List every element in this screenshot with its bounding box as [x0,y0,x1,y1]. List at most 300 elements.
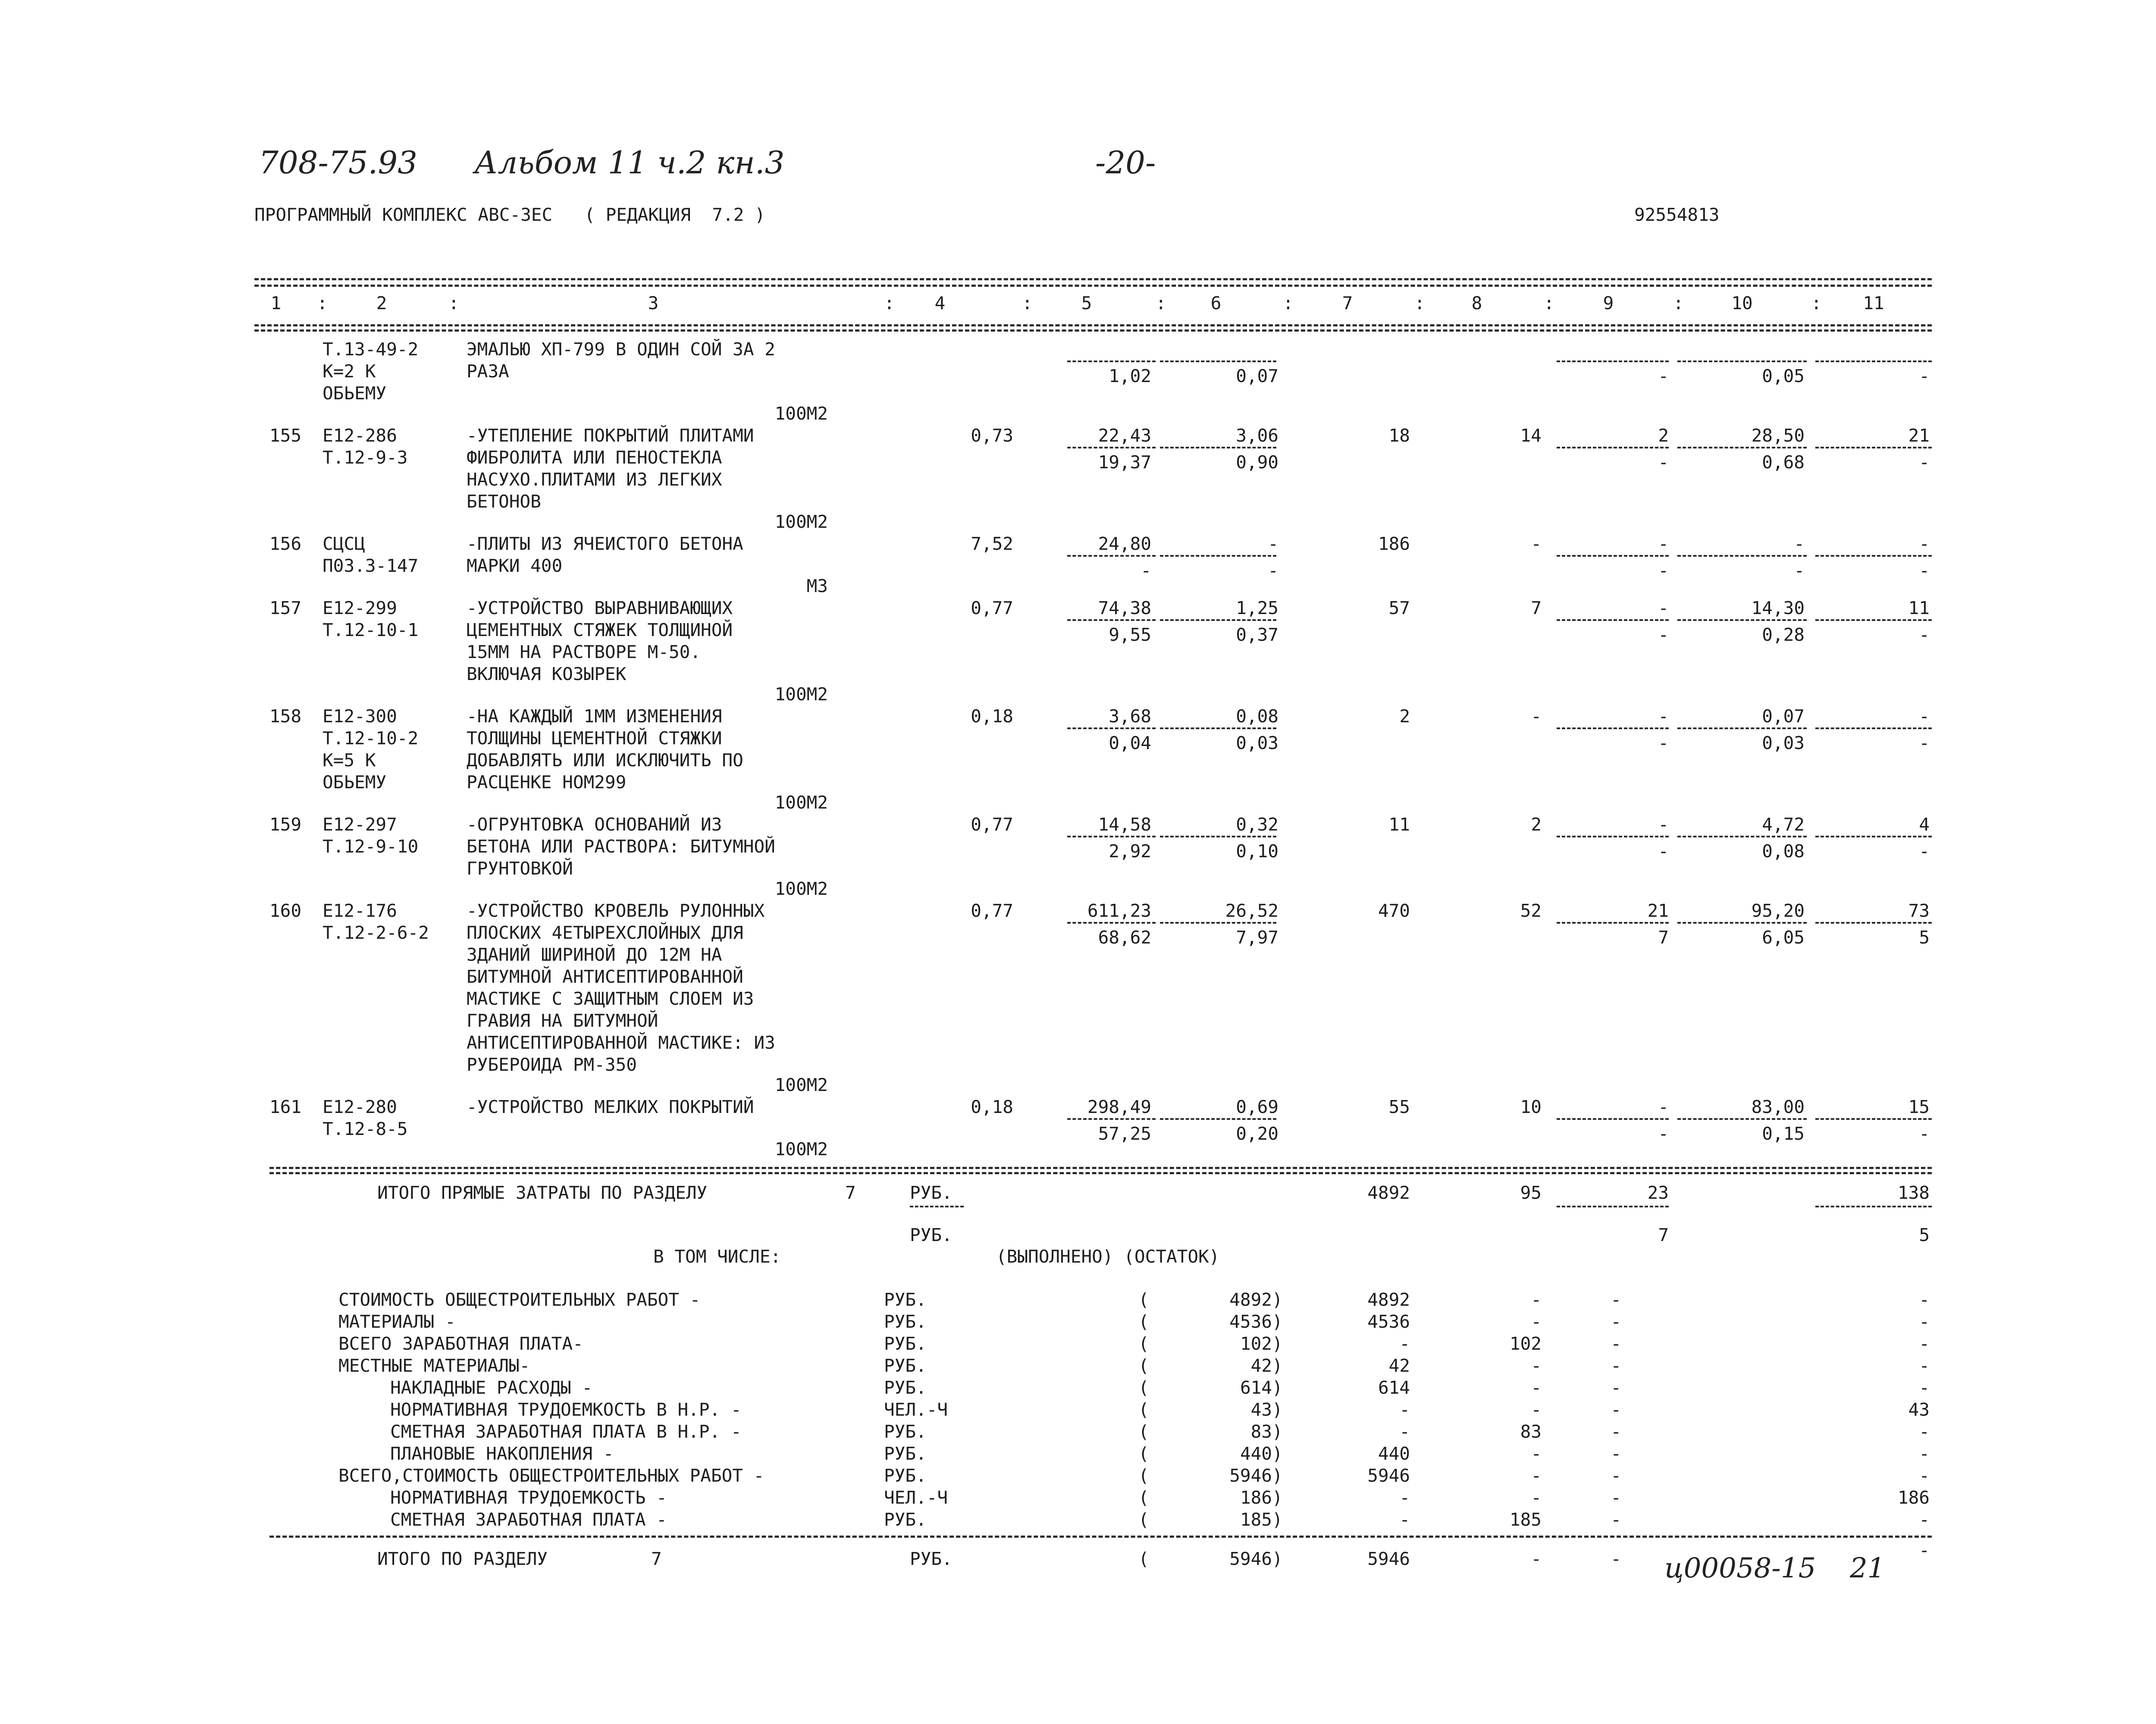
sub-value-c11: 5 [1919,927,1930,948]
sub-value-c10: 0,03 [1762,733,1805,753]
program-title: ПРОГРАММНЫЙ КОМПЛЕКС АВС-ЗЕС ( РЕДАКЦИЯ 7.2 ) [254,204,765,225]
value-c8: 52 [1520,900,1542,921]
sub-value-c9: - [1658,366,1669,386]
value-c7: 11 [1388,814,1410,835]
paren-close: ) [1272,1421,1283,1442]
rate-code: Т.12-10-2 [323,728,419,749]
unit-of-measure: 100М2 [774,1139,828,1160]
work-description: БЕТОНОВ [467,491,541,512]
column-separator: : [884,293,895,313]
handwritten-page-number: -20- [1095,144,1156,181]
breakdown-label: ВСЕГО,СТОИМОСТЬ ОБЩЕСТРОИТЕЛЬНЫХ РАБОТ - [338,1465,765,1486]
value-c10: 28,50 [1751,425,1805,446]
breakdown-c9: - [1611,1509,1621,1530]
row-number: 158 [270,706,302,727]
table-end-rule-2 [270,1172,1932,1174]
work-description: БИТУМНОЙ АНТИСЕПТИРОВАННОЙ [467,966,743,987]
totals-split-c9 [1557,1206,1669,1207]
sub-value-c6: - [1268,560,1279,581]
breakdown-c11: - [1919,1333,1930,1354]
sub-value-c9: - [1658,1123,1669,1144]
rate-code: Т.12-10-1 [323,620,419,640]
sub-value-c11: - [1919,452,1930,473]
breakdown-c11: 43 [1908,1399,1930,1420]
sub-value-c9: - [1658,452,1669,473]
work-description: -НА КАЖДЫЙ 1ММ ИЗМЕНЕНИЯ [467,706,722,727]
breakdown-amount: 5946 [1229,1465,1272,1486]
sub-value-c11: - [1919,624,1930,645]
unit-of-measure: 100М2 [774,1075,828,1095]
breakdown-c7: - [1399,1509,1410,1530]
breakdown-c11: - [1919,1289,1930,1310]
breakdown-c8: - [1531,1289,1542,1310]
rate-code: Т.12-8-5 [323,1119,408,1139]
row-number: 160 [270,900,302,921]
section-number: 7 [845,1182,856,1203]
value-c10: 83,00 [1751,1097,1805,1117]
row-number: 157 [270,598,302,618]
rate-code: Е12-280 [323,1097,397,1117]
split-rule-c6 [1160,727,1276,729]
split-rule-c5 [1067,836,1156,837]
work-description: АНТИСЕПТИРОВАННОЙ МАСТИКЕ: ИЗ [467,1032,775,1053]
work-description: -УТЕПЛЕНИЕ ПОКРЫТИЙ ПЛИТАМИ [467,425,754,446]
section-total-c7: 5946 [1367,1548,1410,1569]
sub-value-c5: 68,62 [1098,927,1151,948]
sub-value-c9: - [1658,841,1669,862]
section-total-unit: РУБ. [910,1548,953,1569]
split-rule-c11 [1815,447,1932,448]
breakdown-unit: РУБ. [884,1333,927,1354]
split-rule-c11 [1815,619,1932,621]
breakdown-c7: - [1399,1487,1410,1508]
value-c11: 21 [1908,425,1930,446]
breakdown-c7: 5946 [1367,1465,1410,1486]
unit-of-measure: 100М2 [774,403,828,424]
sub-value-c6: 0,03 [1236,733,1279,753]
rate-code: Е12-297 [323,814,397,835]
breakdown-amount: 4536 [1229,1311,1272,1332]
breakdown-c9: - [1611,1377,1621,1398]
sub-value-c5: 9,55 [1109,624,1151,645]
column-header-4: 4 [934,293,946,313]
breakdown-unit: ЧЕЛ.-Ч [884,1399,948,1420]
breakdown-amount: 4892 [1229,1289,1272,1310]
breakdown-amount: 185 [1240,1509,1272,1530]
breakdown-c9: - [1611,1465,1621,1486]
breakdown-label: ПЛАНОВЫЕ НАКОПЛЕНИЯ - [390,1443,614,1464]
column-header-10: 10 [1731,293,1753,313]
rate-code: Е12-300 [323,706,397,727]
value-c5: 611,23 [1087,900,1151,921]
value-c10: 95,20 [1751,900,1805,921]
section-total-c11: - [1919,1540,1930,1561]
breakdown-c7: - [1399,1421,1410,1442]
sub-value-c10: 0,15 [1762,1123,1805,1144]
table-end-rule [270,1167,1932,1169]
value-c8: - [1531,533,1542,554]
sub-value-c9: 7 [1658,927,1669,948]
value-c11: - [1919,533,1930,554]
work-description: -ОГРУНТОВКА ОСНОВАНИЙ ИЗ [467,814,722,835]
breakdown-amount: 102 [1240,1333,1272,1354]
sub-value-c10: - [1794,560,1805,581]
column-separator: : [317,293,328,313]
split-rule-c10 [1677,836,1807,837]
header-rule-top-2 [254,285,1932,287]
value-c8: 14 [1520,425,1542,446]
value-c8: - [1531,706,1542,727]
paren-close: ) [1272,1311,1283,1332]
paren-open: ( [1138,1311,1149,1332]
split-rule-c10 [1677,555,1807,557]
sub-value-c10: 0,68 [1762,452,1805,473]
paren-open: ( [1138,1399,1149,1420]
breakdown-unit: РУБ. [884,1465,927,1486]
breakdown-c7: - [1399,1333,1410,1354]
work-description: ГРАВИЯ НА БИТУМНОЙ [467,1010,658,1031]
breakdown-unit: РУБ. [884,1311,927,1332]
breakdown-amount: 614 [1240,1377,1272,1398]
value-c6: 26,52 [1225,900,1279,921]
work-description: МАРКИ 400 [467,555,563,576]
paren-open: ( [1138,1289,1149,1310]
work-description: -УСТРОЙСТВО ВЫРАВНИВАЮЩИХ [467,598,733,618]
split-rule-c9 [1557,1118,1669,1120]
value-c9: - [1658,598,1669,618]
breakdown-label: НОРМАТИВНАЯ ТРУДОЕМКОСТЬ В Н.Р. - [390,1399,742,1420]
paren-close: ) [1272,1399,1283,1420]
rate-code: Т.12-9-10 [323,836,419,857]
split-rule-c11 [1815,922,1932,924]
sub-value-c6: 0,37 [1236,624,1279,645]
column-header-3: 3 [648,293,659,313]
breakdown-c11: - [1919,1377,1930,1398]
split-rule-c6 [1160,1118,1276,1120]
work-description: ФИБРОЛИТА ИЛИ ПЕНОСТЕКЛА [467,447,722,468]
work-description: ЦЕМЕНТНЫХ СТЯЖЕК ТОЛЩИНОЙ [467,620,733,640]
rate-code: Е12-299 [323,598,397,618]
rate-code: Е12-286 [323,425,397,446]
column-separator: : [1022,293,1033,313]
split-rule-c9 [1557,619,1669,621]
column-header-8: 8 [1471,293,1482,313]
paren-open: ( [1138,1465,1149,1486]
split-rule-c6 [1160,447,1276,448]
value-c9: - [1658,814,1669,835]
quantity: 0,73 [971,425,1013,446]
breakdown-unit: РУБ. [884,1421,927,1442]
split-rule-c9 [1557,360,1669,362]
split-rule-c6 [1160,922,1276,924]
sub-value-c10: 0,28 [1762,624,1805,645]
value-c7: 186 [1378,533,1410,554]
quantity: 0,77 [971,598,1013,618]
split-rule-c10 [1677,360,1807,362]
value-c9: - [1658,706,1669,727]
sub-value-c11: - [1919,733,1930,753]
breakdown-c7: 4536 [1367,1311,1410,1332]
breakdown-unit: РУБ. [884,1355,927,1376]
breakdown-c7: 614 [1378,1377,1410,1398]
sub-value-c9: - [1658,624,1669,645]
paren-close: ) [1272,1443,1283,1464]
sub-value-c9: - [1658,733,1669,753]
done-remain-label: (ВЫПОЛНЕНО) (ОСТАТОК) [996,1246,1220,1267]
row-number: 155 [270,425,302,446]
breakdown-c9: - [1611,1399,1621,1420]
value-c7: 57 [1388,598,1410,618]
work-description: ГРУНТОВКОЙ [467,858,573,879]
breakdown-c7: 4892 [1367,1289,1410,1310]
split-rule-c11 [1815,1118,1932,1120]
value-c10: 0,07 [1762,706,1805,727]
work-description: ЗДАНИЙ ШИРИНОЙ ДО 12М НА [467,944,722,965]
column-separator: : [1414,293,1425,313]
breakdown-amount: 43 [1250,1399,1272,1420]
document-number: 92554813 [1634,204,1720,225]
including-label: В ТОМ ЧИСЛЕ: [653,1246,781,1267]
column-header-6: 6 [1210,293,1222,313]
split-rule-c9 [1557,922,1669,924]
value-c6: - [1268,533,1279,554]
value-c9: 21 [1647,900,1669,921]
breakdown-c11: 186 [1897,1487,1930,1508]
split-rule-c10 [1677,727,1807,729]
paren-close: ) [1272,1377,1283,1398]
split-rule-c9 [1557,727,1669,729]
unit-of-measure: 100М2 [774,684,828,705]
quantity: 7,52 [971,533,1013,554]
paren-close: ) [1272,1509,1283,1530]
breakdown-amount: 440 [1240,1443,1272,1464]
handwritten-album: Альбом 11 ч.2 кн.3 [474,144,785,181]
rate-code: К=2 К [323,361,376,382]
breakdown-label: СМЕТНАЯ ЗАРАБОТНАЯ ПЛАТА - [390,1509,667,1530]
split-rule-c10 [1677,619,1807,621]
value-c8: 2 [1531,814,1542,835]
sub-value-c6: 0,20 [1236,1123,1279,1144]
rate-code: Т.13-49-2 [323,339,419,360]
direct-c8: 95 [1520,1182,1542,1203]
value-c9: - [1658,533,1669,554]
value-c9: 2 [1658,425,1669,446]
work-description: 15ММ НА РАСТВОРЕ М-50. [467,642,701,662]
breakdown-c8: 102 [1509,1333,1542,1354]
breakdown-c9: - [1611,1487,1621,1508]
row-number: 156 [270,533,302,554]
work-description: ДОБАВЛЯТЬ ИЛИ ИСКЛЮЧИТЬ ПО [467,750,743,771]
value-c5: 22,43 [1098,425,1151,446]
direct-costs-label: ИТОГО ПРЯМЫЕ ЗАТРАТЫ ПО РАЗДЕЛУ [377,1182,708,1203]
row-number: 161 [270,1097,302,1117]
split-rule-c6 [1160,555,1276,557]
paren-open: ( [1138,1509,1149,1530]
paren-close: ) [1272,1355,1283,1376]
paren-close: ) [1272,1487,1283,1508]
row-number: 159 [270,814,302,835]
paren-open: ( [1138,1443,1149,1464]
currency: РУБ. [910,1225,953,1245]
breakdown-label: МЕСТНЫЕ МАТЕРИАЛЫ- [338,1355,530,1376]
split-rule-c11 [1815,555,1932,557]
work-description: ЭМАЛЬЮ ХП-799 В ОДИН СОЙ ЗА 2 [467,339,775,360]
value-c7: 55 [1388,1097,1410,1117]
value-c7: 2 [1399,706,1410,727]
breakdown-label: НАКЛАДНЫЕ РАСХОДЫ - [390,1377,592,1398]
breakdown-c8: - [1531,1487,1542,1508]
breakdown-c8: - [1531,1311,1542,1332]
header-rule-bottom-2 [254,329,1932,332]
breakdown-c8: 185 [1509,1509,1542,1530]
column-separator: : [1544,293,1554,313]
breakdown-label: СМЕТНАЯ ЗАРАБОТНАЯ ПЛАТА В Н.Р. - [390,1421,742,1442]
split-rule-c6 [1160,360,1276,362]
split-rule-c10 [1677,447,1807,448]
paren-open: ( [1138,1377,1149,1398]
value-c5: 3,68 [1109,706,1151,727]
value-c5: 74,38 [1098,598,1151,618]
header-rule-top [254,278,1932,280]
paren-open: ( [1138,1333,1149,1354]
column-header-5: 5 [1081,293,1092,313]
totals-split-rub [910,1206,964,1207]
value-c9: - [1658,1097,1669,1117]
column-header-9: 9 [1603,293,1614,313]
breakdown-c11: - [1919,1311,1930,1332]
breakdown-unit: РУБ. [884,1289,927,1310]
sub-value-c11: - [1919,560,1930,581]
header-rule-bottom [254,324,1932,326]
value-c7: 470 [1378,900,1410,921]
sub-value-c6: 0,90 [1236,452,1279,473]
quantity: 0,18 [971,706,1013,727]
sub-value-c5: 1,02 [1109,366,1151,386]
split-rule-c11 [1815,360,1932,362]
value-c6: 0,69 [1236,1097,1279,1117]
section-total-amount: 5946 [1229,1548,1272,1569]
work-description: -ПЛИТЫ ИЗ ЯЧЕИСТОГО БЕТОНА [467,533,743,554]
sub-value-c11: - [1919,841,1930,862]
breakdown-amount: 42 [1250,1355,1272,1376]
sub-value-c11: - [1919,366,1930,386]
unit-of-measure: 100М2 [774,878,828,899]
column-separator: : [1156,293,1166,313]
column-header-11: 11 [1863,293,1884,313]
column-separator: : [1283,293,1294,313]
breakdown-c9: - [1611,1355,1621,1376]
breakdown-c7: 42 [1388,1355,1410,1376]
section-total-number: 7 [651,1548,662,1569]
paren-open: ( [1138,1355,1149,1376]
work-description: РАСЦЕНКЕ НОМ299 [467,772,627,793]
split-rule-c5 [1067,1118,1156,1120]
sub-value-c6: 7,97 [1236,927,1279,948]
sub-value-c10: 6,05 [1762,927,1805,948]
split-rule-c5 [1067,922,1156,924]
split-rule-c6 [1160,619,1276,621]
breakdown-c11: - [1919,1465,1930,1486]
sub-value-c5: 2,92 [1109,841,1151,862]
breakdown-amount: 186 [1240,1487,1272,1508]
split-rule-c9 [1557,555,1669,557]
sub-value-c11: - [1919,1123,1930,1144]
breakdown-c8: 83 [1520,1421,1542,1442]
rate-code: Е12-176 [323,900,397,921]
value-c6: 0,32 [1236,814,1279,835]
currency: РУБ. [910,1182,953,1203]
quantity: 0,18 [971,1097,1013,1117]
section-total-c8: - [1531,1548,1542,1569]
handwritten-code: 708-75.93 [259,144,417,181]
sub-value-c9: - [1658,560,1669,581]
paren-open: ( [1138,1548,1149,1569]
work-description: ВКЛЮЧАЯ КОЗЫРЕК [467,664,627,684]
totals-split-c11 [1815,1206,1932,1207]
rate-code: ОБЬЕМУ [323,383,387,404]
sub-value-c6: 0,07 [1236,366,1279,386]
split-rule-c11 [1815,836,1932,837]
value-c5: 24,80 [1098,533,1151,554]
rate-code: П03.3-147 [323,555,419,576]
work-description: ТОЛЩИНЫ ЦЕМЕНТНОЙ СТЯЖКИ [467,728,722,749]
sub-value-c5: 19,37 [1098,452,1151,473]
sub-value-c5: - [1141,560,1151,581]
paren-open: ( [1138,1421,1149,1442]
sub-value-c10: 0,08 [1762,841,1805,862]
direct-c7: 4892 [1367,1182,1410,1203]
value-c6: 0,08 [1236,706,1279,727]
breakdown-label: НОРМАТИВНАЯ ТРУДОЕМКОСТЬ - [390,1487,667,1508]
work-description: БЕТОНА ИЛИ РАСТВОРА: БИТУМНОЙ [467,836,775,857]
value-c8: 10 [1520,1097,1542,1117]
breakdown-c8: - [1531,1355,1542,1376]
breakdown-c11: - [1919,1443,1930,1464]
breakdown-c8: - [1531,1377,1542,1398]
breakdown-c9: - [1611,1311,1621,1332]
value-c10: - [1794,533,1805,554]
breakdown-label: ВСЕГО ЗАРАБОТНАЯ ПЛАТА- [338,1333,583,1354]
breakdown-c11: - [1919,1355,1930,1376]
breakdown-unit: ЧЕЛ.-Ч [884,1487,948,1508]
breakdown-amount: 83 [1250,1421,1272,1442]
unit-of-measure: 100М2 [774,792,828,813]
breakdown-c7: - [1399,1399,1410,1420]
column-header-7: 7 [1342,293,1353,313]
final-rule [270,1536,1932,1538]
split-rule-c9 [1557,836,1669,837]
breakdown-c11: - [1919,1509,1930,1530]
paren-close: ) [1272,1548,1283,1569]
value-c5: 14,58 [1098,814,1151,835]
paren-close: ) [1272,1465,1283,1486]
paren-open: ( [1138,1487,1149,1508]
value-c10: 4,72 [1762,814,1805,835]
breakdown-label: МАТЕРИАЛЫ - [338,1311,456,1332]
breakdown-c8: - [1531,1443,1542,1464]
breakdown-c9: - [1611,1421,1621,1442]
value-c11: - [1919,706,1930,727]
breakdown-c9: - [1611,1289,1621,1310]
value-c6: 1,25 [1236,598,1279,618]
sub-value-c5: 0,04 [1109,733,1151,753]
breakdown-unit: РУБ. [884,1443,927,1464]
rate-code: Т.12-2-6-2 [323,922,429,943]
breakdown-c9: - [1611,1333,1621,1354]
quantity: 0,77 [971,814,1013,835]
work-description: РУБЕРОИДА РМ-350 [467,1054,637,1075]
direct-c9: 23 [1647,1182,1669,1203]
